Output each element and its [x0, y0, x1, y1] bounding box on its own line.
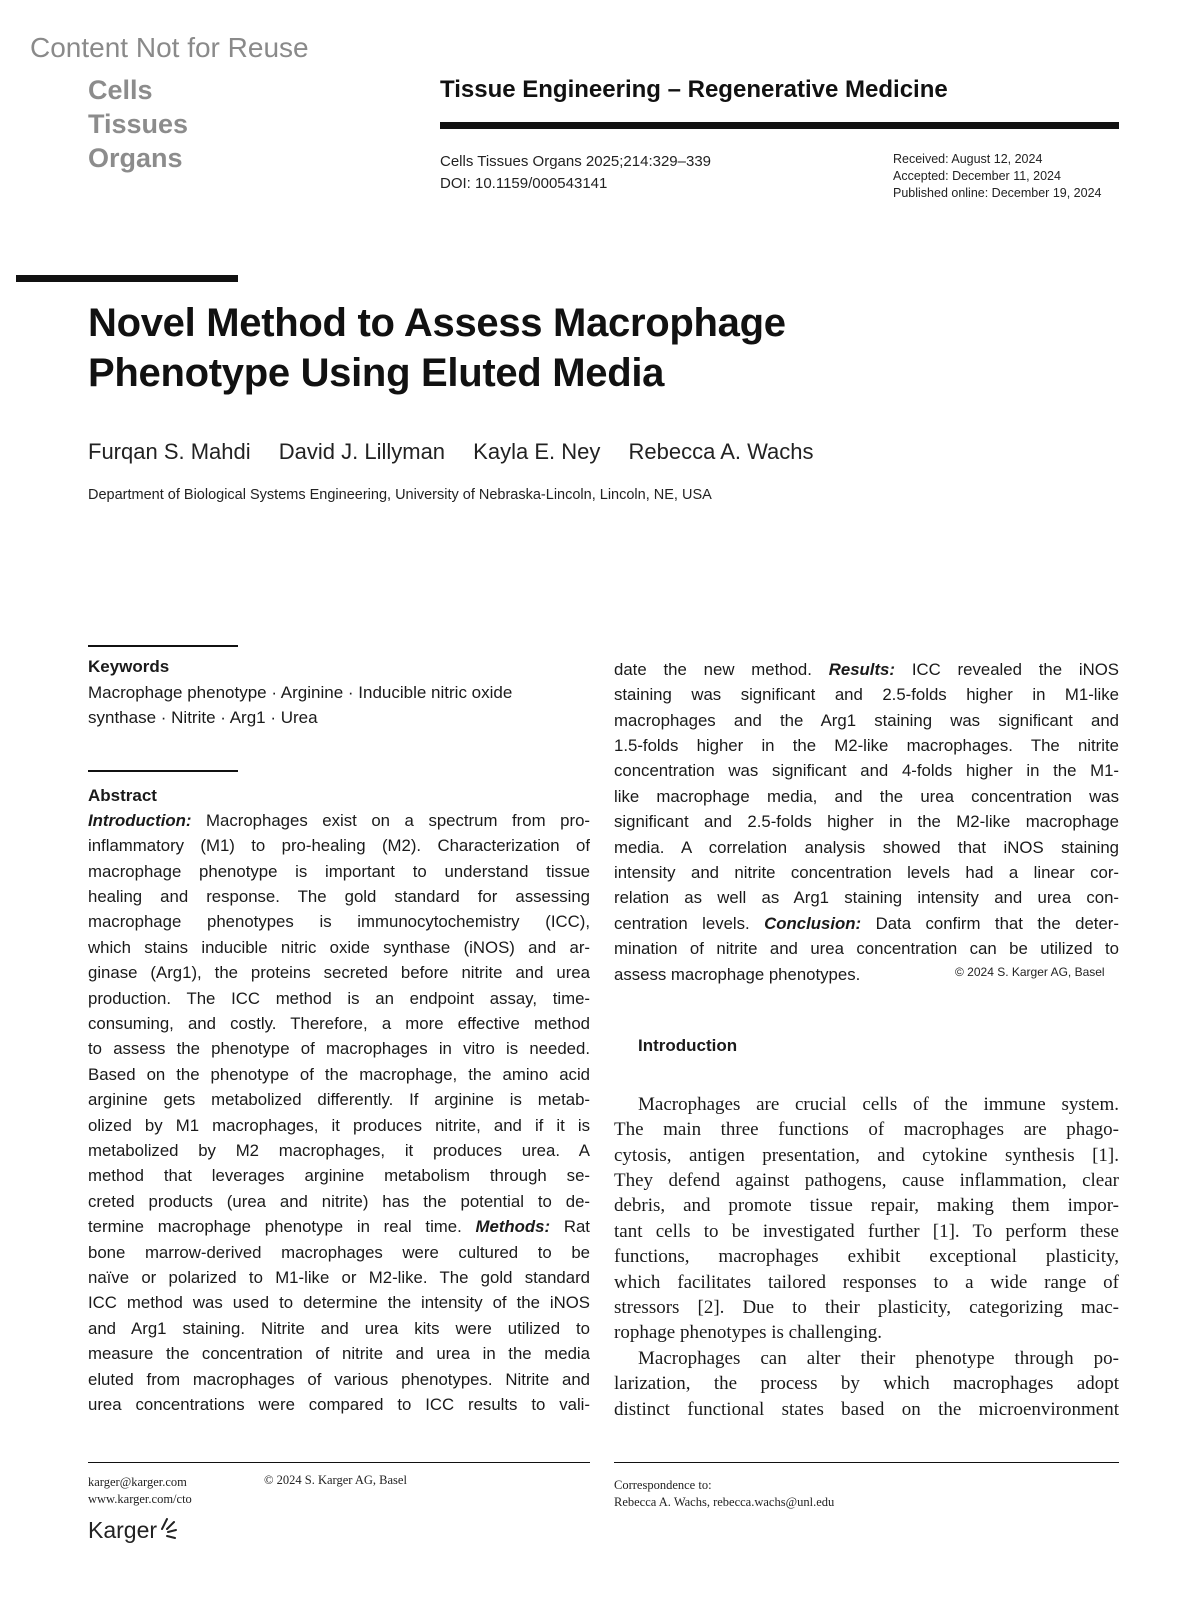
- author: Furqan S. Mahdi: [88, 439, 251, 464]
- abstract-label-conclusion: Conclusion:: [764, 914, 862, 933]
- abstract-line: production. The ICC method is an endpoint assay, time-: [88, 989, 590, 1008]
- abstract-line: macrophage phenotypes is immunocytochemistry (ICC),: [88, 912, 590, 931]
- publisher-name: Karger: [88, 1517, 158, 1543]
- abstract-line: staining was significant and 2.5-folds higher in M1-like: [614, 685, 1119, 704]
- author: Kayla E. Ney: [473, 439, 601, 464]
- abstract-line: bone marrow-derived macrophages were cultured to be: [88, 1243, 590, 1262]
- abstract-line: centration levels. Conclusion: Data confirm that the deter-: [614, 914, 1119, 933]
- abstract-line: arginine gets metabolized differently. If arginine is metab-: [88, 1090, 590, 1109]
- abstract-line: to assess the phenotype of macrophages in vitro is needed.: [88, 1039, 590, 1058]
- abstract-line: ginase (Arg1), the proteins secreted before nitrite and urea: [88, 963, 590, 982]
- abstract-line: eluted from macrophages of various phenotypes. Nitrite and: [88, 1370, 590, 1389]
- abstract-line: significant and 2.5-folds higher in the M2-like macrophage: [614, 812, 1119, 831]
- citation: Cells Tissues Organs 2025;214:329–339: [440, 153, 712, 170]
- keywords-heading: Keywords: [88, 657, 170, 676]
- author-list: [88, 439, 836, 465]
- abstract-line: termine macrophage phenotype in real time. Methods: Rat: [88, 1217, 590, 1236]
- title-line: Phenotype Using Eluted Media: [88, 351, 665, 395]
- abstract-line: macrophage phenotype is important to understand tissue: [88, 862, 590, 881]
- publisher-contact: [88, 1474, 192, 1508]
- section-title: Tissue Engineering – Regenerative Medicine: [440, 76, 948, 103]
- abstract-line: method that leverages arginine metabolism through se-: [88, 1166, 590, 1185]
- abstract-line: ICC method was used to determine the intensity of the iNOS: [88, 1293, 590, 1312]
- intro-line: Macrophages can alter their phenotype through po-: [638, 1348, 1119, 1369]
- abstract-line: relation as well as Arg1 staining intensity and urea con-: [614, 888, 1119, 907]
- title-line: Novel Method to Assess Macrophage: [88, 301, 786, 345]
- abstract-heading: Abstract: [88, 786, 157, 805]
- publisher-email[interactable]: karger@karger.com: [88, 1475, 187, 1489]
- abstract-line: urea concentrations were compared to ICC results to vali-: [88, 1395, 590, 1414]
- correspondence-block: [614, 1477, 834, 1511]
- correspondence-contact[interactable]: Rebecca A. Wachs, rebecca.wachs@unl.edu: [614, 1495, 835, 1509]
- publisher-logo: [88, 1517, 178, 1544]
- abstract-line: measure the concentration of nitrite and urea in the media: [88, 1344, 590, 1363]
- abstract-line: which stains inducible nitric oxide synthase (iNOS) and ar-: [88, 938, 590, 957]
- abstract-line: macrophages and the Arg1 staining was significant and: [614, 711, 1119, 730]
- abstract-label-introduction: Introduction:: [88, 811, 192, 830]
- keywords-line: synthase · Nitrite · Arg1 · Urea: [88, 708, 318, 727]
- abstract-line: healing and response. The gold standard for assessing: [88, 887, 590, 906]
- abstract-line: like macrophage media, and the urea concentration was: [614, 787, 1119, 806]
- keywords-rule: [88, 645, 238, 647]
- intro-line: tant cells to be investigated further [1]. To perform these: [614, 1221, 1119, 1242]
- abstract-label-methods: Methods:: [475, 1217, 551, 1236]
- keywords-line: Macrophage phenotype · Arginine · Inducible nitric oxide: [88, 683, 513, 702]
- abstract-line: media. A correlation analysis showed that iNOS staining: [614, 838, 1119, 857]
- abstract-line: consuming, and costly. Therefore, a more effective method: [88, 1014, 590, 1033]
- journal-logo-line: Tissues: [88, 109, 189, 139]
- intro-line: functions, macrophages exhibit exceptional plasticity,: [614, 1246, 1119, 1267]
- author: David J. Lillyman: [278, 439, 446, 464]
- published-date: Published online: December 19, 2024: [893, 186, 1102, 200]
- abstract-line: Based on the phenotype of the macrophage, the amino acid: [88, 1065, 590, 1084]
- citation-block: [440, 151, 711, 195]
- abstract-line: inflammatory (M1) to pro-healing (M2). Characterization of: [88, 836, 590, 855]
- received-date: Received: August 12, 2024: [893, 152, 1043, 166]
- intro-line: distinct functional states based on the microenvironment: [614, 1399, 1119, 1420]
- abstract-label-results: Results:: [828, 660, 895, 679]
- article-title: [88, 298, 988, 398]
- abstract-line: intensity and nitrite concentration levels had a linear cor-: [614, 863, 1119, 882]
- journal-logo-line: Cells: [88, 75, 153, 105]
- footer-copyright: © 2024 S. Karger AG, Basel: [264, 1473, 407, 1487]
- intro-line: They defend against pathogens, cause inflammation, clear: [614, 1170, 1119, 1191]
- intro-line: stressors [2]. Due to their plasticity, categorizing mac-: [614, 1297, 1119, 1318]
- abstract-line: olized by M1 macrophages, it produces nitrite, and if it is: [88, 1116, 590, 1135]
- intro-line: rophage phenotypes is challenging.: [614, 1322, 883, 1343]
- accepted-date: Accepted: December 11, 2024: [893, 169, 1061, 183]
- title-rule: [16, 275, 238, 282]
- intro-line: cytosis, antigen presentation, and cytokine synthesis [1].: [614, 1145, 1119, 1166]
- article-dates: [893, 151, 1101, 202]
- abstract-line: creted products (urea and nitrite) has the potential to de-: [88, 1192, 590, 1211]
- abstract-line: mination of nitrite and urea concentration can be utilized to: [614, 939, 1119, 958]
- author: Rebecca A. Wachs: [628, 439, 814, 464]
- correspondence-label: Correspondence to:: [614, 1478, 712, 1492]
- abstract-line: naïve or polarized to M1-like or M2-like. The gold standard: [88, 1268, 590, 1287]
- doi[interactable]: DOI: 10.1159/000543141: [440, 175, 608, 192]
- footer-rule-right: [614, 1462, 1119, 1463]
- abstract-line: 1.5-folds higher in the M2-like macrophages. The nitrite: [614, 736, 1119, 755]
- header-rule: [440, 122, 1119, 129]
- intro-line: Macrophages are crucial cells of the immune system.: [638, 1094, 1119, 1115]
- affiliation: Department of Biological Systems Engineering, University of Nebraska-Lincoln, Lincoln, NE, USA: [88, 487, 712, 503]
- abstract-line: date the new method. Results: ICC revealed the iNOS: [614, 660, 1119, 679]
- watermark-text: Content Not for Reuse: [30, 32, 309, 63]
- abstract-line: and Arg1 staining. Nitrite and urea kits were utilized to: [88, 1319, 590, 1338]
- karger-mark-icon: [158, 1515, 178, 1541]
- introduction-heading: Introduction: [638, 1036, 738, 1055]
- abstract-rule: [88, 770, 238, 772]
- intro-line: debris, and promote tissue repair, making them impor-: [614, 1195, 1119, 1216]
- journal-logo: [88, 73, 188, 175]
- intro-line: larization, the process by which macrophages adopt: [614, 1373, 1119, 1394]
- publisher-website[interactable]: www.karger.com/cto: [88, 1492, 192, 1506]
- abstract-line: metabolized by M2 macrophages, it produces urea. A: [88, 1141, 590, 1160]
- footer-rule-left: [88, 1462, 590, 1463]
- keywords-list: [88, 680, 588, 730]
- abstract-line: assess macrophage phenotypes.: [614, 965, 861, 984]
- abstract-line: Introduction: Macrophages exist on a spectrum from pro-: [88, 811, 590, 830]
- intro-line: The main three functions of macrophages are phago-: [614, 1119, 1119, 1140]
- abstract-copyright: © 2024 S. Karger AG, Basel: [955, 965, 1105, 979]
- intro-line: which facilitates tailored responses to a wide range of: [614, 1272, 1119, 1293]
- abstract-line: concentration was significant and 4-folds higher in the M1-: [614, 761, 1119, 780]
- journal-logo-line: Organs: [88, 143, 183, 173]
